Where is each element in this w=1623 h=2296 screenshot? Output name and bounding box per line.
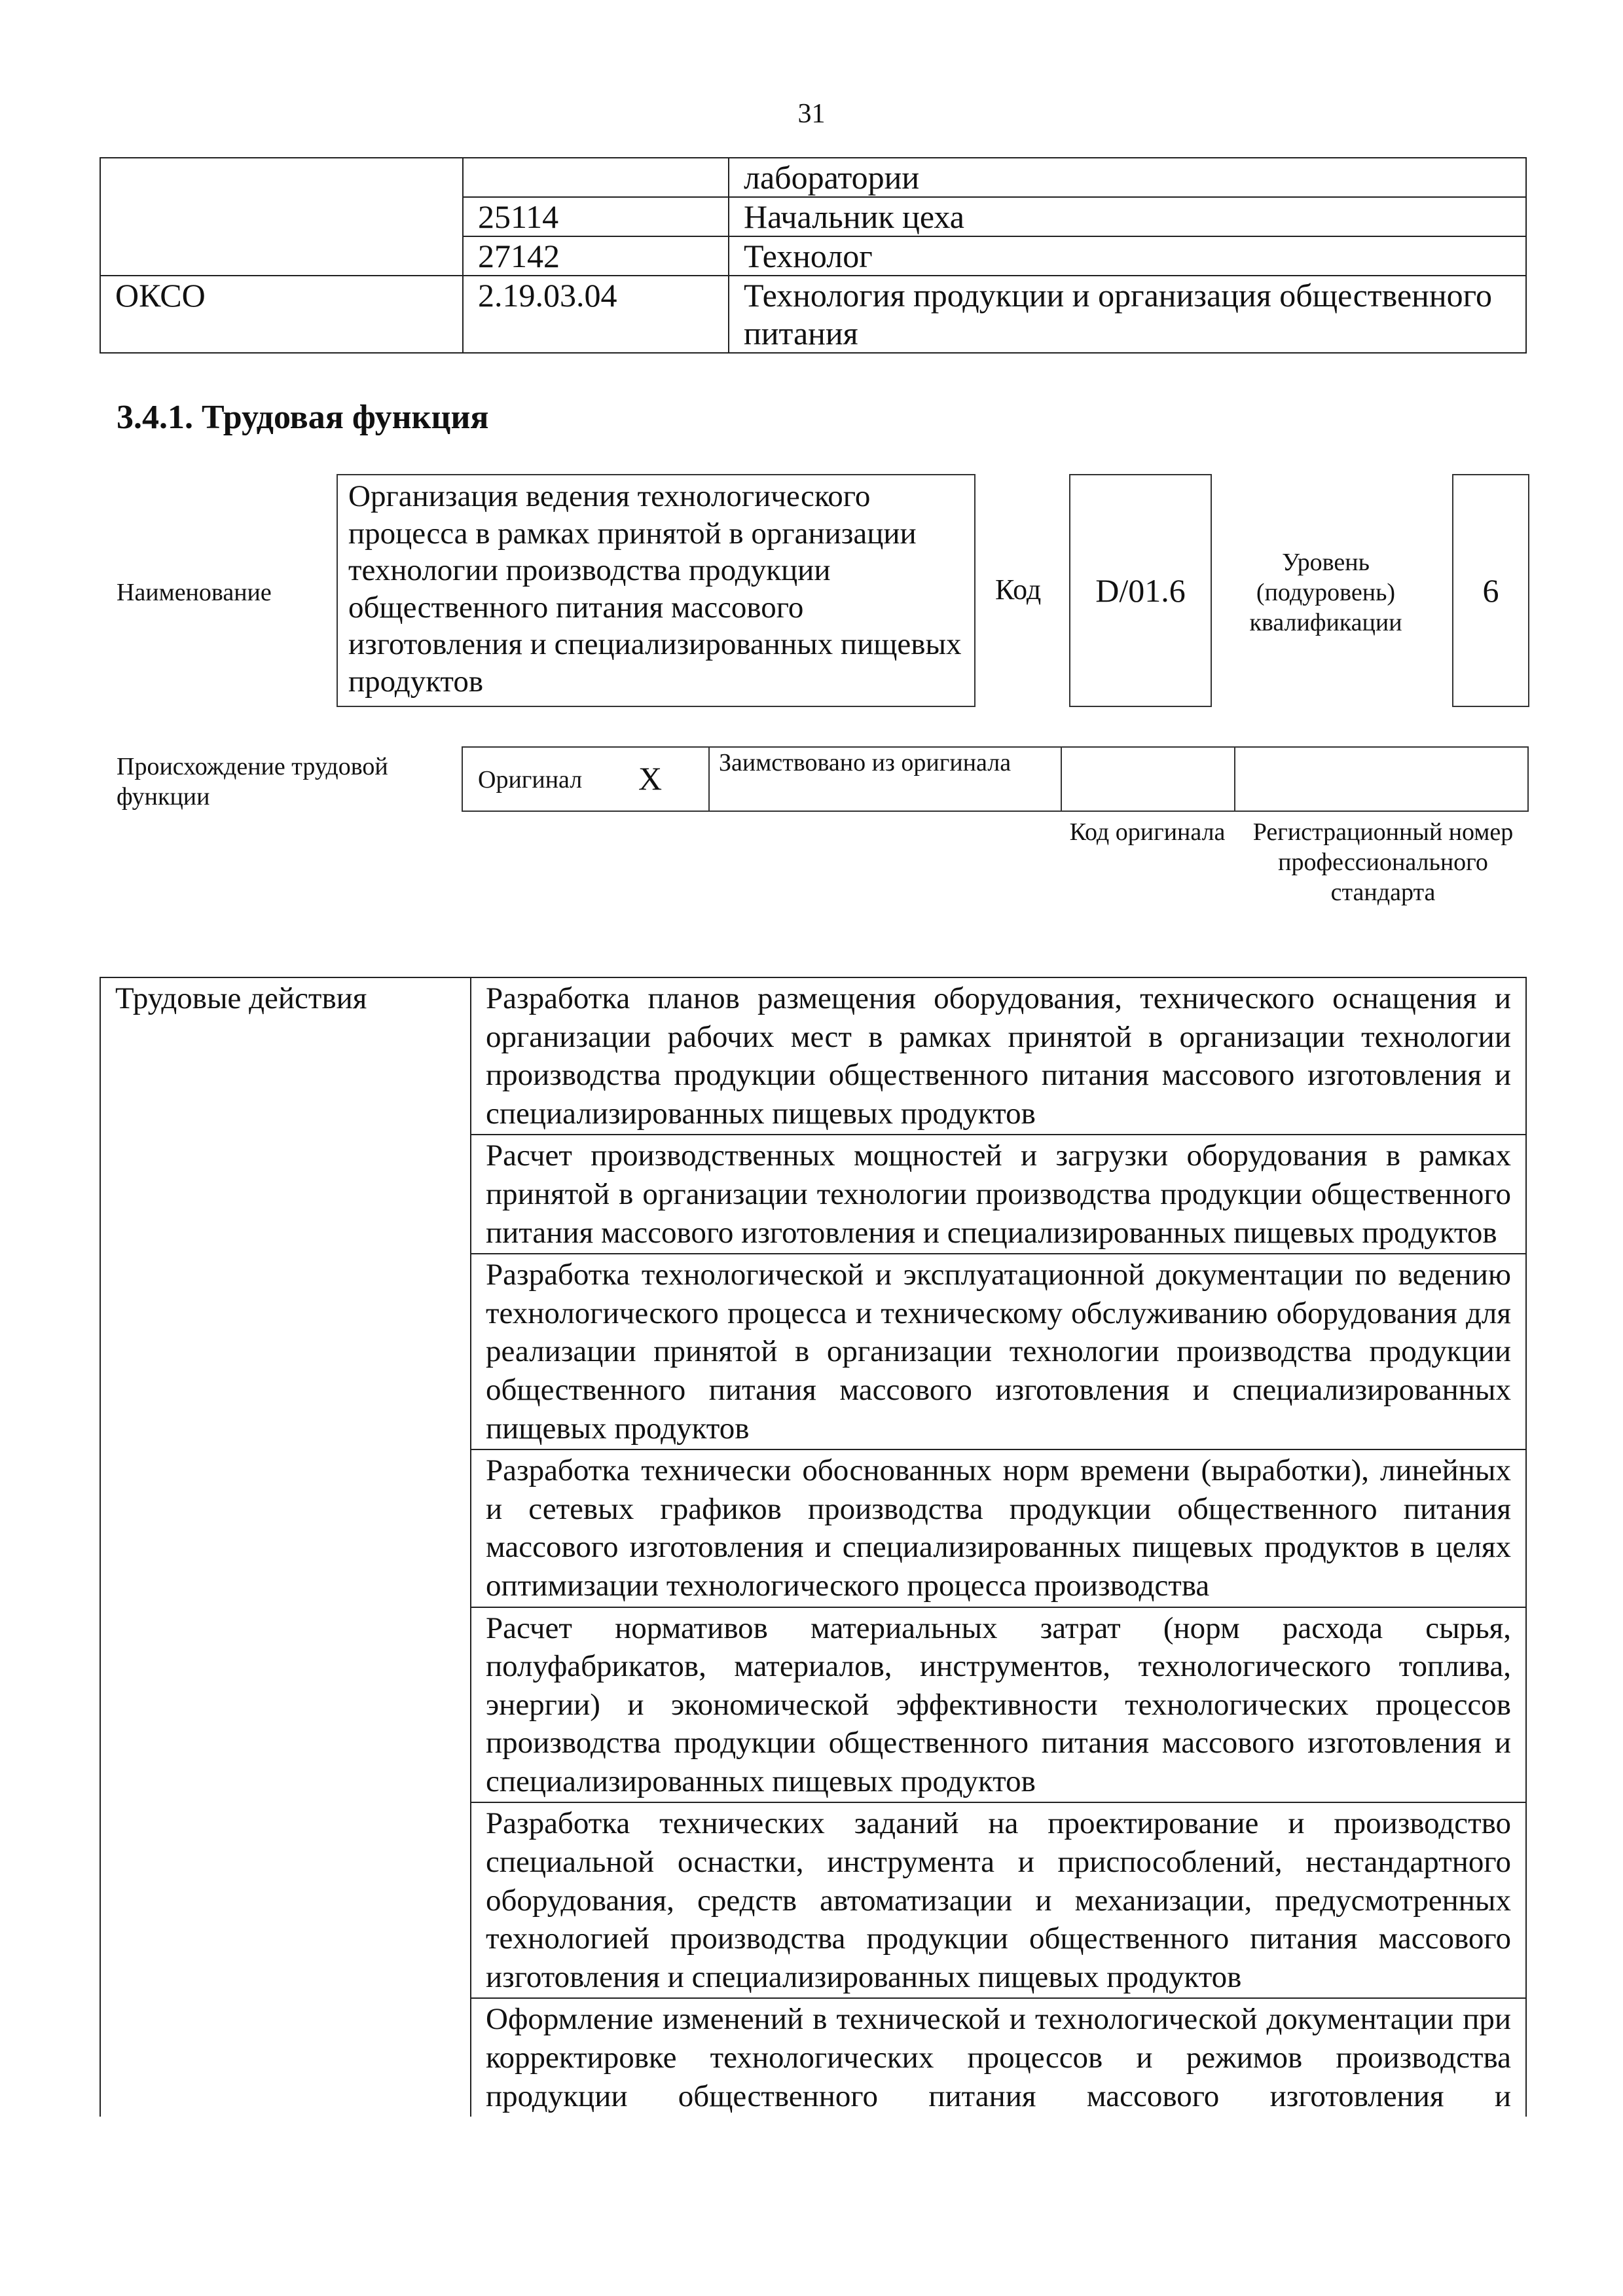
labor-actions-table: [100, 977, 1527, 2117]
table-cell-code: 27142: [463, 236, 729, 276]
labor-action-item: Разработка технологической и эксплуатационной документации по ведению технологического процесса и техническому обслуживанию оборудования для реализации принятой в организации технологии производства продукции общественного питания массового изготовления и специализированных пищевых продуктов: [471, 1254, 1526, 1449]
table-cell-label: [100, 197, 463, 236]
labor-action-item: Расчет производственных мощностей и загрузки оборудования в рамках принятой в организации технологии производства продукции общественного питания массового изготовления и специализированных пищевых продуктов: [471, 1135, 1526, 1254]
reg-number-caption: Регистрационный номер профессионального стандарта: [1252, 818, 1514, 906]
function-name-box: Организация ведения технологического процесса в рамках принятой в организации технологии производства продукции общественного питания массового изготовления и специализированных пищевых продуктов: [337, 474, 976, 707]
table-cell-name: Технология продукции и организация общественного питания: [729, 276, 1526, 353]
labor-action-item: Разработка технически обоснованных норм времени (выработки), линейных и сетевых графиков производства продукции общественного питания массового изготовления и специализированных пищевых продуктов в целях оптимизации технологического процесса производства: [471, 1449, 1526, 1607]
labor-action-item: Оформление изменений в технической и технологической документации при корректировке технологических процессов и режимов производства продукции общественного питания массового изготовления и: [471, 1998, 1526, 2117]
table-cell-code: 2.19.03.04: [463, 276, 729, 353]
labor-actions-label: Трудовые действия: [100, 977, 471, 2117]
okz-okso-table: [100, 157, 1527, 354]
origin-divider: [1234, 746, 1235, 812]
original-label: Оригинал: [478, 766, 583, 793]
labor-action-item: Разработка технических заданий на проектирование и производство специальной оснастки, инструмента и приспособлений, нестандартного оборудования, средств автоматизации и механизации, предусмотренных технологией производства продукции общественного питания массового изготовления и специализированных пищевых продуктов: [471, 1802, 1526, 1998]
section-title: 3.4.1. Трудовая функция: [117, 399, 489, 436]
origin-label: Происхождение трудовой функции: [117, 753, 388, 811]
table-row: [100, 158, 1526, 197]
table-cell-code: [463, 158, 729, 197]
labor-action-item: Расчет нормативов материальных затрат (норм расхода сырья, полуфабрикатов, материалов, инструментов, технологического топлива, энергии) и экономической эффективности технологических процессов производства продукции общественного питания массового изготовления и специализированных пищевых продуктов: [471, 1607, 1526, 1803]
qualification-level-box: 6: [1452, 474, 1529, 707]
borrowed-label: Заимствовано из оригинала: [719, 749, 1012, 776]
code-label: Код: [995, 574, 1042, 606]
origin-divider: [1061, 746, 1062, 812]
table-cell-name: Технолог: [729, 236, 1526, 276]
table-cell-label: [100, 236, 463, 276]
table-cell-label: ОКСО: [100, 276, 463, 353]
table-cell-name: лаборатории: [729, 158, 1526, 197]
function-code-box: D/01.6: [1069, 474, 1212, 707]
name-label: Наименование: [117, 579, 272, 606]
origin-divider: [708, 746, 710, 812]
page-number: 31: [797, 99, 826, 129]
labor-action-item: Разработка планов размещения оборудования, технического оснащения и организации рабочих мест в рамках принятой в организации технологии производства продукции общественного питания массового изготовления и специализированных пищевых продуктов: [471, 977, 1526, 1135]
table-cell-code: 25114: [463, 197, 729, 236]
code-caption: Код оригинала: [1069, 818, 1226, 846]
table-row: [100, 236, 1526, 276]
table-row: [100, 977, 1526, 1135]
table-cell-name: Начальник цеха: [729, 197, 1526, 236]
table-row: [100, 197, 1526, 236]
table-row: [100, 276, 1526, 353]
original-mark: X: [638, 760, 663, 797]
level-label: Уровень (подуровень) квалификации: [1249, 549, 1402, 636]
table-cell-label: [100, 158, 463, 197]
